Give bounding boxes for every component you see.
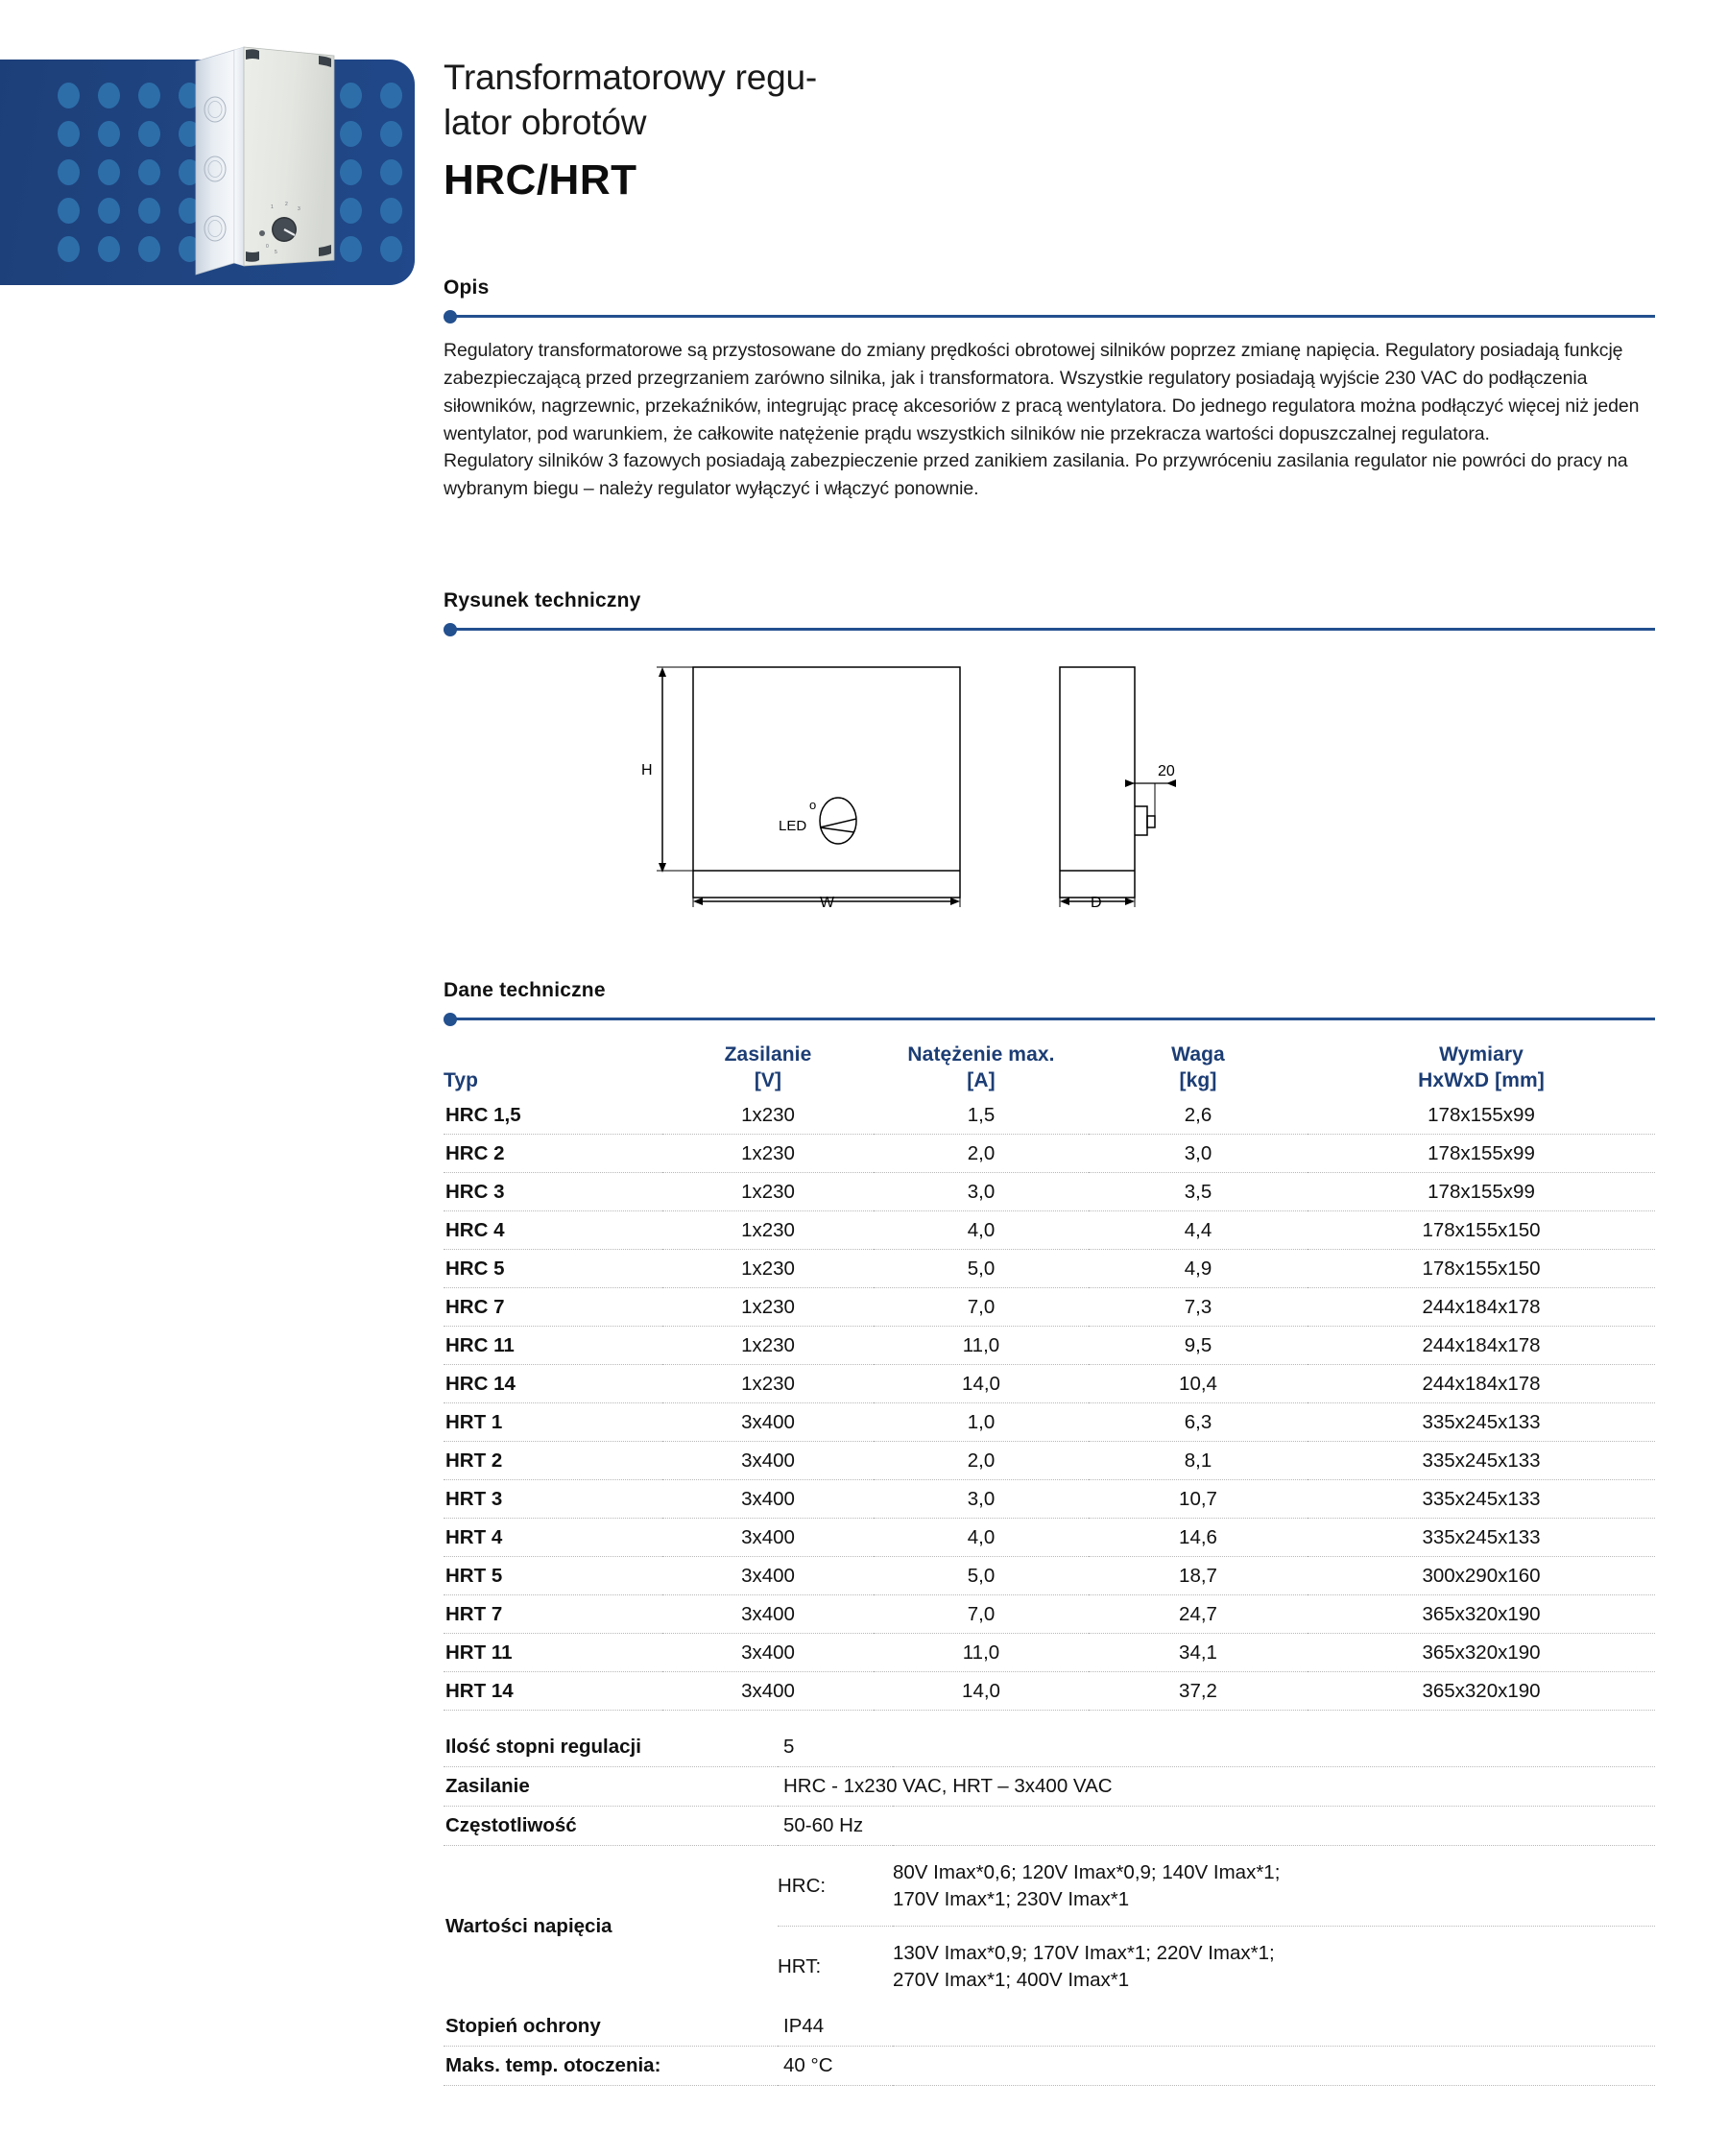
cell-waga: 34,1: [1089, 1634, 1308, 1672]
param-value-zasilanie: HRC - 1x230 VAC, HRT – 3x400 VAC: [778, 1767, 1655, 1807]
param-row-stopnie: [444, 1728, 1655, 1767]
page-title-line-1: Transformatorowy regu-: [444, 58, 818, 97]
header-zasilanie-unit: [V]: [754, 1069, 782, 1091]
param-value-ochrona: IP44: [778, 2007, 1655, 2047]
cell-typ: HRT 7: [444, 1595, 662, 1634]
table-row: [444, 1403, 1655, 1442]
table-row: [444, 1519, 1655, 1557]
cell-waga: 6,3: [1089, 1403, 1308, 1442]
banner-dot: [58, 121, 80, 147]
cell-natezenie: 1,0: [874, 1403, 1089, 1442]
cell-wymiary: 365x320x190: [1308, 1595, 1655, 1634]
cell-waga: 24,7: [1089, 1595, 1308, 1634]
table-row: [444, 1634, 1655, 1672]
header-natezenie-text: Natężenie max.: [907, 1043, 1055, 1066]
cell-zasilanie: 1x230: [662, 1327, 874, 1365]
cell-natezenie: 5,0: [874, 1557, 1089, 1595]
specifications-table: [444, 1043, 1655, 1711]
section-divider: [444, 1013, 1655, 1026]
cell-zasilanie: 1x230: [662, 1135, 874, 1173]
cell-wymiary: 300x290x160: [1308, 1557, 1655, 1595]
product-model-code: HRC/HRT: [444, 156, 637, 204]
table-row: [444, 1135, 1655, 1173]
banner-dot: [340, 198, 362, 224]
cell-zasilanie: 3x400: [662, 1634, 874, 1672]
param-label-temp: Maks. temp. otoczenia:: [444, 2046, 778, 2085]
table-row: [444, 1096, 1655, 1135]
cell-wymiary: 178x155x99: [1308, 1135, 1655, 1173]
cell-waga: 4,9: [1089, 1250, 1308, 1288]
cell-natezenie: 7,0: [874, 1288, 1089, 1327]
banner-dot: [98, 121, 120, 147]
cell-waga: 9,5: [1089, 1327, 1308, 1365]
voltage-values-table: [778, 1846, 1655, 2007]
header-zasilanie: [662, 1043, 874, 1096]
banner-dot: [58, 83, 80, 108]
voltage-hrc-line-2: 170V Imax*1; 230V Imax*1: [893, 1887, 1130, 1910]
param-value-czestotliwosc: 50-60 Hz: [778, 1807, 1655, 1846]
table-row: [444, 1365, 1655, 1403]
table-row: [444, 1442, 1655, 1480]
param-label-czestotliwosc: Częstotliwość: [444, 1807, 778, 1846]
description-body: [444, 337, 1655, 503]
parameters-table: [444, 1728, 1655, 2086]
cell-zasilanie: 1x230: [662, 1250, 874, 1288]
voltage-label-hrt: HRT:: [778, 1955, 822, 1978]
table-row: [444, 1480, 1655, 1519]
description-heading: Opis: [444, 276, 490, 299]
cell-waga: 10,4: [1089, 1365, 1308, 1403]
cell-natezenie: 4,0: [874, 1211, 1089, 1250]
cell-natezenie: 14,0: [874, 1365, 1089, 1403]
section-divider: [444, 310, 1655, 323]
banner-dot: [138, 159, 160, 185]
header-zasilanie-text: Zasilanie: [724, 1043, 812, 1066]
cell-typ: HRT 14: [444, 1672, 662, 1711]
banner-dot: [138, 198, 160, 224]
cell-waga: 18,7: [1089, 1557, 1308, 1595]
param-value-stopnie: 5: [778, 1728, 1655, 1767]
cell-typ: HRC 3: [444, 1173, 662, 1211]
voltage-value-hrc: [893, 1846, 1655, 1927]
cell-waga: 3,0: [1089, 1135, 1308, 1173]
page-title-block: [444, 56, 1308, 204]
banner-dot: [340, 159, 362, 185]
cell-zasilanie: 3x400: [662, 1595, 874, 1634]
svg-text:5: 5: [275, 250, 277, 255]
banner-dot: [138, 121, 160, 147]
svg-text:3: 3: [298, 206, 300, 212]
cell-natezenie: 11,0: [874, 1327, 1089, 1365]
cell-typ: HRC 11: [444, 1327, 662, 1365]
voltage-hrt-line-1: 130V Imax*0,9; 170V Imax*1; 220V Imax*1;: [893, 1942, 1275, 1965]
param-row-temp: [444, 2046, 1655, 2085]
drawing-label-20: 20: [1158, 763, 1175, 779]
cell-typ: HRT 2: [444, 1442, 662, 1480]
cell-wymiary: 335x245x133: [1308, 1480, 1655, 1519]
product-image: [190, 35, 342, 284]
cell-typ: HRC 5: [444, 1250, 662, 1288]
banner-dot: [98, 159, 120, 185]
table-row: [444, 1173, 1655, 1211]
banner-dot: [380, 159, 402, 185]
cell-typ: HRT 1: [444, 1403, 662, 1442]
cell-waga: 8,1: [1089, 1442, 1308, 1480]
cell-wymiary: 244x184x178: [1308, 1288, 1655, 1327]
description-paragraph-1: Regulatory transformatorowe są przystosowane do zmiany prędkości obrotowej silników poprzez zmianę napięcia. Regulatory posiadają funkcję zabezpieczającą przed przegrzaniem zarówno silnika, jak i transformatora. Wszystkie regulatory posiadają wyjście 230 VAC do podłączenia siłowników, nagrzewnic, przekaźników, integrując pracę akcesoriów z pracą wentylatora. Do jednego regulatora można podłączyć więcej niż jeden wentylator, pod warunkiem, że całkowite natężenie prądu wszystkich silników nie przekracza wartości dopuszczalnej regulatora.: [444, 340, 1640, 444]
header-wymiary-text: Wymiary: [1439, 1043, 1524, 1066]
drawing-led-dot-icon: o: [809, 798, 817, 812]
drawing-label-d: D: [1091, 895, 1102, 911]
banner-dot: [58, 236, 80, 262]
cell-natezenie: 7,0: [874, 1595, 1089, 1634]
cell-wymiary: 178x155x99: [1308, 1173, 1655, 1211]
table-header-row: [444, 1043, 1655, 1096]
voltage-row-hrc: [778, 1846, 1655, 1927]
param-label-ochrona: Stopień ochrony: [444, 2007, 778, 2047]
technical-data-section: [444, 979, 1655, 2086]
drawing-label-w: W: [820, 895, 835, 911]
banner-dot: [138, 236, 160, 262]
table-row: [444, 1595, 1655, 1634]
table-row: [444, 1250, 1655, 1288]
cell-typ: HRT 5: [444, 1557, 662, 1595]
divider-dot-icon: [444, 310, 457, 323]
description-paragraph-2: Regulatory silników 3 fazowych posiadają zabezpieczenie przed zanikiem zasilania. Po przywróceniu zasilania regulator nie powróci do pracy na wybranym biegu – należy regulator wyłączyć i włączyć ponownie.: [444, 450, 1628, 500]
cell-zasilanie: 1x230: [662, 1096, 874, 1135]
cell-zasilanie: 1x230: [662, 1288, 874, 1327]
param-label-zasilanie: Zasilanie: [444, 1767, 778, 1807]
cell-typ: HRC 4: [444, 1211, 662, 1250]
param-value-temp: 40 °C: [778, 2046, 1655, 2085]
cell-typ: HRT 11: [444, 1634, 662, 1672]
banner-dot: [340, 236, 362, 262]
voltage-value-hrt: [893, 1927, 1655, 2007]
cell-zasilanie: 1x230: [662, 1173, 874, 1211]
cell-natezenie: 4,0: [874, 1519, 1089, 1557]
banner-dot: [340, 121, 362, 147]
banner-dot: [380, 198, 402, 224]
cell-wymiary: 335x245x133: [1308, 1519, 1655, 1557]
cell-wymiary: 335x245x133: [1308, 1442, 1655, 1480]
cell-wymiary: 178x155x150: [1308, 1250, 1655, 1288]
cell-waga: 7,3: [1089, 1288, 1308, 1327]
drawing-label-led: LED: [779, 818, 807, 834]
cell-zasilanie: 3x400: [662, 1672, 874, 1711]
cell-typ: HRT 4: [444, 1519, 662, 1557]
header-natezenie: [874, 1043, 1089, 1096]
cell-wymiary: 244x184x178: [1308, 1327, 1655, 1365]
cell-natezenie: 3,0: [874, 1173, 1089, 1211]
cell-zasilanie: 1x230: [662, 1365, 874, 1403]
banner-dot: [98, 83, 120, 108]
table-row: [444, 1672, 1655, 1711]
divider-dot-icon: [444, 623, 457, 636]
technical-data-heading: Dane techniczne: [444, 979, 606, 1001]
description-section: [444, 276, 1655, 503]
header-typ: Typ: [444, 1069, 479, 1091]
cell-waga: 10,7: [1089, 1480, 1308, 1519]
cell-natezenie: 1,5: [874, 1096, 1089, 1135]
cell-natezenie: 2,0: [874, 1442, 1089, 1480]
banner-dot: [380, 83, 402, 108]
divider-dot-icon: [444, 1013, 457, 1026]
cell-natezenie: 3,0: [874, 1480, 1089, 1519]
banner-dot: [138, 83, 160, 108]
table-row: [444, 1288, 1655, 1327]
header-wymiary-unit: HxWxD [mm]: [1418, 1069, 1545, 1091]
cell-zasilanie: 3x400: [662, 1519, 874, 1557]
voltage-row-hrt: [778, 1927, 1655, 2007]
cell-natezenie: 11,0: [874, 1634, 1089, 1672]
cell-waga: 2,6: [1089, 1096, 1308, 1135]
technical-drawing-heading: Rysunek techniczny: [444, 589, 641, 611]
cell-natezenie: 5,0: [874, 1250, 1089, 1288]
technical-drawing-canvas: [444, 658, 1655, 917]
cell-waga: 14,6: [1089, 1519, 1308, 1557]
header-wymiary: [1308, 1043, 1655, 1096]
page-title-line-2: lator obrotów: [444, 102, 647, 142]
param-row-czestotliwosc: [444, 1807, 1655, 1846]
cell-waga: 4,4: [1089, 1211, 1308, 1250]
voltage-hrc-line-1: 80V Imax*0,6; 120V Imax*0,9; 140V Imax*1;: [893, 1861, 1281, 1883]
cell-wymiary: 178x155x99: [1308, 1096, 1655, 1135]
cell-wymiary: 365x320x190: [1308, 1672, 1655, 1711]
table-row: [444, 1211, 1655, 1250]
banner-dot: [98, 236, 120, 262]
cell-zasilanie: 3x400: [662, 1557, 874, 1595]
banner-dot: [58, 159, 80, 185]
cell-typ: HRC 1,5: [444, 1096, 662, 1135]
banner-dot: [58, 198, 80, 224]
cell-typ: HRC 7: [444, 1288, 662, 1327]
svg-text:1: 1: [271, 204, 274, 210]
cell-zasilanie: 1x230: [662, 1211, 874, 1250]
voltage-hrt-line-2: 270V Imax*1; 400V Imax*1: [893, 1969, 1130, 1992]
header-waga-text: Waga: [1171, 1043, 1225, 1066]
cell-waga: 3,5: [1089, 1173, 1308, 1211]
technical-drawing-section: [444, 589, 1655, 917]
cell-wymiary: 335x245x133: [1308, 1403, 1655, 1442]
svg-text:2: 2: [285, 202, 288, 207]
section-divider: [444, 623, 1655, 636]
table-row: [444, 1327, 1655, 1365]
banner-dot: [380, 121, 402, 147]
banner-dot: [98, 198, 120, 224]
banner-dot: [380, 236, 402, 262]
table-row: [444, 1557, 1655, 1595]
param-label-napiecia: Wartości napięcia: [445, 1914, 612, 1937]
header-waga-unit: [kg]: [1179, 1069, 1217, 1091]
banner-dot: [340, 83, 362, 108]
cell-typ: HRT 3: [444, 1480, 662, 1519]
cell-wymiary: 178x155x150: [1308, 1211, 1655, 1250]
header-waga: [1089, 1043, 1308, 1096]
cell-waga: 37,2: [1089, 1672, 1308, 1711]
cell-zasilanie: 3x400: [662, 1480, 874, 1519]
param-row-ochrona: [444, 2007, 1655, 2047]
cell-natezenie: 14,0: [874, 1672, 1089, 1711]
param-row-zasilanie: [444, 1767, 1655, 1807]
svg-text:0: 0: [266, 244, 269, 250]
param-label-stopnie: Ilość stopni regulacji: [444, 1728, 778, 1767]
header-natezenie-unit: [A]: [967, 1069, 996, 1091]
param-row-napiecia: [444, 1846, 1655, 2007]
drawing-label-h: H: [641, 762, 653, 779]
cell-zasilanie: 3x400: [662, 1442, 874, 1480]
cell-natezenie: 2,0: [874, 1135, 1089, 1173]
cell-typ: HRC 2: [444, 1135, 662, 1173]
cell-wymiary: 365x320x190: [1308, 1634, 1655, 1672]
cell-zasilanie: 3x400: [662, 1403, 874, 1442]
specifications-table-body: [444, 1096, 1655, 1711]
cell-wymiary: 244x184x178: [1308, 1365, 1655, 1403]
cell-typ: HRC 14: [444, 1365, 662, 1403]
voltage-label-hrc: HRC:: [778, 1846, 893, 1927]
